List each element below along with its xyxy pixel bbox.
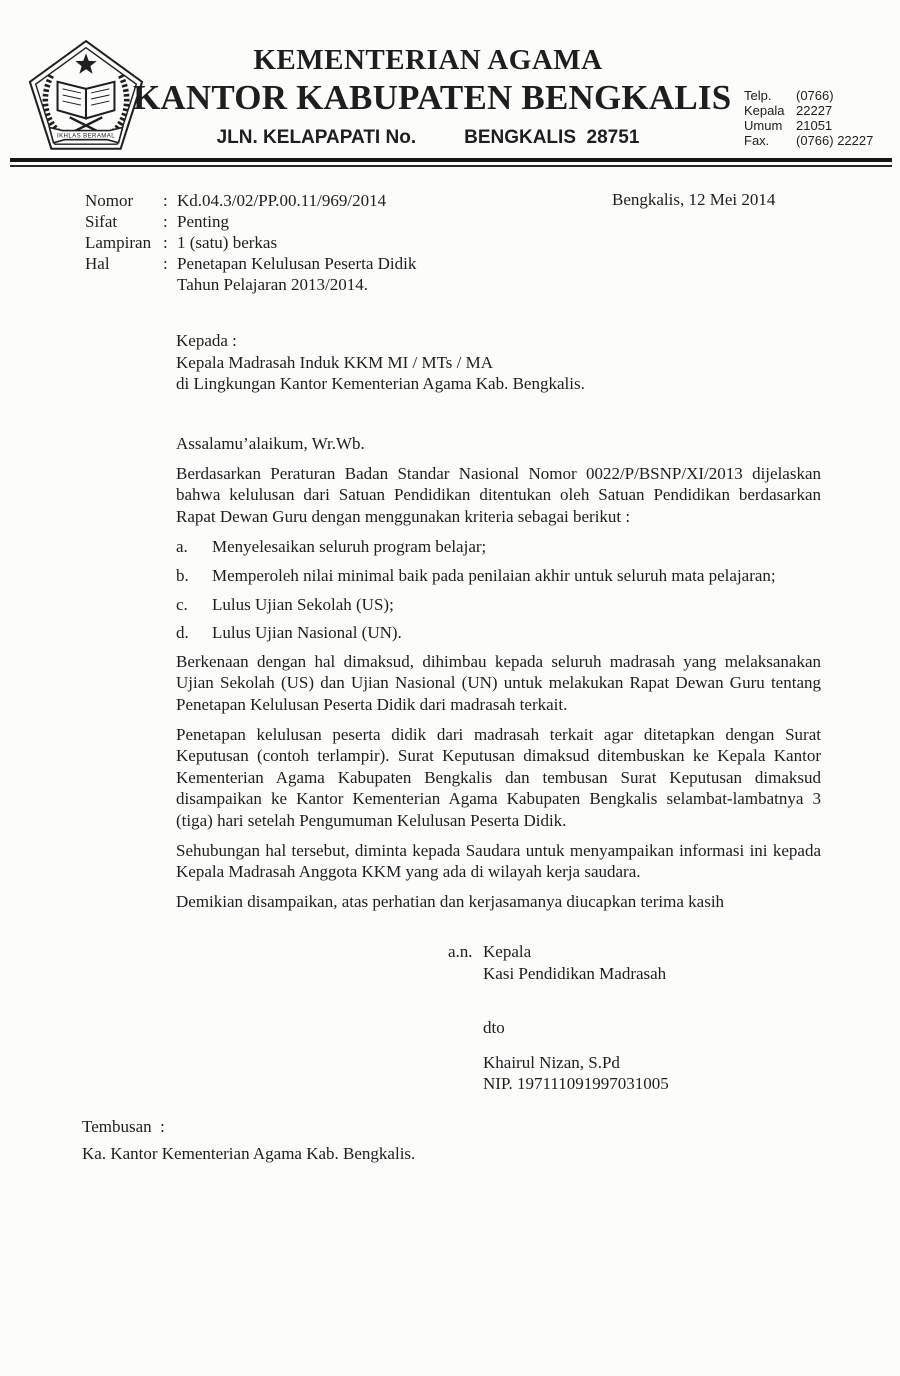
contact-label: Fax.: [744, 133, 770, 148]
signature-block: [448, 941, 669, 1095]
meta-label: Lampiran: [85, 233, 152, 252]
meta-row-lampiran: [85, 232, 416, 253]
meta-label: Sifat: [85, 212, 118, 231]
meta-colon: :: [163, 191, 168, 210]
office-name: KANTOR KABUPATEN BENGKALIS: [133, 78, 732, 118]
ministry-name: KEMENTERIAN AGAMA: [253, 44, 603, 76]
contact-label: Kepala: [744, 103, 785, 118]
paragraph-2: Berkenaan dengan hal dimaksud, dihimbau kepada seluruh madrasah yang melaksanakan Ujian Sekolah (US) dan Ujian Nasional (UN) untuk melakukan Rapat Dewan Guru tentang Penetapan Kelulusan Peserta Didik dari madrasah terkait.: [176, 651, 821, 714]
letterhead: [133, 44, 732, 149]
tembusan-label: Tembusan :: [82, 1117, 165, 1136]
meta-row-sifat: [85, 211, 416, 232]
copy-block: [82, 1116, 415, 1164]
meta-colon: :: [163, 233, 168, 252]
salutation: Assalamu’alaikum, Wr.Wb.: [176, 434, 365, 453]
criteria-list: [176, 536, 821, 643]
star-icon: [75, 53, 96, 73]
letter-number: Kd.04.3/02/PP.00.11/969/2014: [177, 191, 387, 210]
header-divider-thin: [10, 165, 892, 167]
signature-on-behalf: [448, 941, 669, 963]
signer-name: Khairul Nizan, S.Pd: [483, 1052, 620, 1072]
signer-title: Kasi Pendidikan Madrasah: [483, 963, 667, 983]
recipient-line1: Kepala Madrasah Induk KKM MI / MTs / MA: [176, 352, 494, 372]
an-label: a.n.: [448, 942, 473, 961]
list-text: Lulus Ujian Nasional (UN).: [212, 623, 402, 643]
header-divider-thick: [10, 158, 892, 162]
paragraph-5: Demikian disampaikan, atas perhatian dan kerjasamanya diucapkan terima kasih: [176, 891, 725, 911]
list-text: Menyelesaikan seluruh program belajar;: [212, 537, 487, 557]
contact-value: (0766): [796, 88, 834, 103]
letter-subject-line2: Tahun Pelajaran 2013/2014.: [177, 275, 368, 294]
list-item: [176, 536, 821, 558]
banner-ribbon-icon: [49, 127, 122, 142]
contact-block: [744, 88, 873, 148]
list-item: [176, 594, 821, 616]
contact-value: (0766) 22227: [796, 133, 874, 148]
letter-subject: Penetapan Kelulusan Peserta Didik: [177, 254, 417, 273]
meta-label: Hal: [85, 254, 110, 273]
address-city-postcode: BENGKALIS 28751: [464, 126, 640, 148]
meta-label: Nomor: [85, 191, 134, 210]
kepala-label: Kepala: [483, 942, 532, 961]
list-text: Memperoleh nilai minimal baik pada penilaian akhir untuk seluruh mata pelajaran;: [212, 565, 776, 585]
letter-attachment: 1 (satu) berkas: [177, 233, 278, 252]
list-marker: c.: [176, 594, 188, 614]
meta-colon: :: [163, 212, 168, 231]
contact-label: Umum: [744, 118, 783, 133]
contact-label: Telp.: [744, 88, 772, 103]
contact-row: [744, 118, 873, 133]
tembusan-item: Ka. Kantor Kementerian Agama Kab. Bengkalis.: [82, 1143, 416, 1163]
list-item: [176, 622, 821, 644]
letter-body: [176, 433, 821, 912]
paragraph-4: Sehubungan hal tersebut, diminta kepada Saudara untuk menyampaikan informasi ini kepada Kepala Madrasah Anggota KKM yang ada di wilayah kerja saudara.: [176, 840, 821, 882]
paragraph-3: Penetapan kelulusan peserta didik dari madrasah terkait agar ditetapkan dengan Surat Keputusan (contoh terlampir). Surat Keputusan dimaksud ditembuskan ke Kepala Kantor Kementerian Agama Kabupaten Bengkalis dan tembusan Surat Keputusan dimaksud disampaikan ke Kantor Kementerian Agama Kabupaten Bengkalis selambat-lambatnya 3 (tiga) hari setelah Pengumuman Kelulusan Peserta Didik.: [176, 724, 821, 830]
recipient-block: [176, 330, 585, 395]
list-item: [176, 565, 821, 587]
contact-row: [744, 88, 873, 103]
meta-colon: :: [163, 254, 168, 273]
meta-row-nomor: [85, 190, 416, 211]
list-marker: d.: [176, 623, 189, 643]
letter-nature: Penting: [177, 212, 229, 231]
office-address: [133, 127, 723, 149]
dateline: Bengkalis, 12 Mei 2014: [612, 190, 776, 209]
contact-value: 21051: [796, 118, 833, 133]
list-marker: a.: [176, 537, 188, 557]
address-street: JLN. KELAPAPATI No.: [216, 126, 417, 148]
letter-reference-block: [85, 190, 416, 295]
signer-nip: NIP. 197111091997031005: [483, 1074, 669, 1094]
recipient-kepada: Kepada :: [176, 331, 237, 350]
contact-row: [744, 103, 873, 118]
ministry-emblem-icon: [24, 36, 148, 158]
list-text: Lulus Ujian Sekolah (US);: [212, 594, 394, 614]
contact-value: 22227: [796, 103, 833, 118]
banner-text: IKHLAS BERAMAL: [56, 132, 116, 140]
list-marker: b.: [176, 565, 189, 585]
dto-mark: dto: [483, 1018, 505, 1038]
open-book-icon: [58, 82, 115, 119]
contact-row: [744, 133, 873, 148]
meta-row-hal: [85, 253, 416, 274]
paragraph-1: Berdasarkan Peraturan Badan Standar Nasional Nomor 0022/P/BSNP/XI/2013 dijelaskan bahwa kelulusan dari Satuan Pendidikan ditentukan oleh Satuan Pendidikan berdasarkan Rapat Dewan Guru dengan menggunakan kriteria sebagai berikut :: [176, 463, 821, 526]
recipient-line2: di Lingkungan Kantor Kementerian Agama Kab. Bengkalis.: [176, 374, 585, 393]
